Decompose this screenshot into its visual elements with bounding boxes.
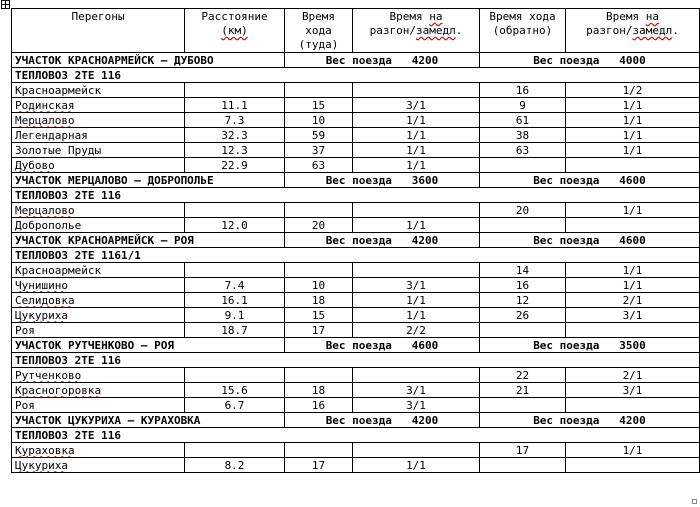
station-name: Золотые Пруды — [12, 143, 185, 158]
accel-decel-back: 1/2 — [566, 83, 700, 98]
locomotive-row — [12, 353, 700, 368]
locomotive-row — [12, 188, 700, 203]
header-accel-back: Время на разгон/замедл. — [566, 9, 700, 53]
accel-decel-back: 3/1 — [566, 383, 700, 398]
accel-decel-there: 1/1 — [353, 158, 480, 173]
station-name: Красноармейск — [12, 83, 185, 98]
travel-time-back: 22 — [480, 368, 566, 383]
section-title: УЧАСТОК КРАСНОАРМЕЙСК – ДУБОВО — [12, 53, 285, 68]
accel-decel-back: 1/1 — [566, 263, 700, 278]
header-accel-there: Время на разгон/замедл. — [353, 9, 480, 53]
travel-time-there — [285, 203, 353, 218]
accel-decel-back — [566, 458, 700, 473]
accel-decel-there: 1/1 — [353, 458, 480, 473]
table-row — [12, 143, 700, 158]
distance-km — [185, 443, 285, 458]
travel-time-there — [285, 83, 353, 98]
travel-time-back: 9 — [480, 98, 566, 113]
station-name: Родинская — [12, 98, 185, 113]
accel-decel-back — [566, 323, 700, 338]
travel-time-back: 14 — [480, 263, 566, 278]
table-row — [12, 98, 700, 113]
header-time-there: Время хода (туда) — [285, 9, 353, 53]
travel-time-there — [285, 443, 353, 458]
travel-time-there: 37 — [285, 143, 353, 158]
section-title: УЧАСТОК МЕРЦАЛОВО – ДОБРОПОЛЬЕ — [12, 173, 285, 188]
accel-decel-back: 1/1 — [566, 113, 700, 128]
weight-there: Вес поезда 4200 — [285, 233, 480, 248]
distance-km: 22.9 — [185, 158, 285, 173]
distance-km: 16.1 — [185, 293, 285, 308]
table-row — [12, 458, 700, 473]
travel-time-back — [480, 218, 566, 233]
accel-decel-there: 1/1 — [353, 128, 480, 143]
travel-time-there: 15 — [285, 98, 353, 113]
station-name: Цукуриха — [12, 458, 185, 473]
schedule-table — [11, 8, 700, 473]
travel-time-back: 63 — [480, 143, 566, 158]
table-row — [12, 383, 700, 398]
accel-decel-there: 3/1 — [353, 398, 480, 413]
table-row — [12, 113, 700, 128]
table-move-handle-icon[interactable] — [1, 0, 10, 9]
distance-km — [185, 368, 285, 383]
locomotive-row — [12, 68, 700, 83]
table-row — [12, 293, 700, 308]
header-distance: Расстояние (км) — [185, 9, 285, 53]
distance-km: 12.3 — [185, 143, 285, 158]
station-name: Роя — [12, 323, 185, 338]
accel-decel-back: 1/1 — [566, 128, 700, 143]
accel-decel-back: 2/1 — [566, 293, 700, 308]
station-name: Легендарная — [12, 128, 185, 143]
accel-decel-back: 1/1 — [566, 278, 700, 293]
travel-time-back: 16 — [480, 278, 566, 293]
accel-decel-there: 3/1 — [353, 278, 480, 293]
accel-decel-there: 3/1 — [353, 383, 480, 398]
travel-time-back: 20 — [480, 203, 566, 218]
weight-there: Вес поезда 4600 — [285, 338, 480, 353]
weight-back: Вес поезда 3500 — [480, 338, 700, 353]
accel-decel-back: 1/1 — [566, 98, 700, 113]
station-name: Кураховка — [12, 443, 185, 458]
station-name: Мерцалово — [12, 113, 185, 128]
travel-time-there — [285, 368, 353, 383]
accel-decel-there — [353, 443, 480, 458]
table-row — [12, 278, 700, 293]
table-row — [12, 83, 700, 98]
accel-decel-there: 1/1 — [353, 143, 480, 158]
travel-time-back: 12 — [480, 293, 566, 308]
station-name: Красногоровка — [12, 383, 185, 398]
accel-decel-there — [353, 368, 480, 383]
station-name: Рутченково — [12, 368, 185, 383]
distance-km: 7.3 — [185, 113, 285, 128]
travel-time-back: 26 — [480, 308, 566, 323]
table-row — [12, 203, 700, 218]
travel-time-back — [480, 458, 566, 473]
accel-decel-back: 3/1 — [566, 308, 700, 323]
travel-time-there: 17 — [285, 323, 353, 338]
locomotive-label: ТЕПЛОВОЗ 2ТЕ 116 — [12, 188, 700, 203]
station-name: Чунишино — [12, 278, 185, 293]
header-stations: Перегоны — [12, 9, 185, 53]
travel-time-there: 15 — [285, 308, 353, 323]
station-name: Красноармейск — [12, 263, 185, 278]
travel-time-back: 21 — [480, 383, 566, 398]
travel-time-back — [480, 398, 566, 413]
weight-back: Вес поезда 4600 — [480, 233, 700, 248]
travel-time-there: 17 — [285, 458, 353, 473]
travel-time-back — [480, 323, 566, 338]
locomotive-label: ТЕПЛОВОЗ 2ТЕ 116 — [12, 428, 700, 443]
table-row — [12, 308, 700, 323]
accel-decel-back: 1/1 — [566, 443, 700, 458]
travel-time-there — [285, 263, 353, 278]
accel-decel-back — [566, 398, 700, 413]
section-title: УЧАСТОК ЦУКУРИХА – КУРАХОВКА — [12, 413, 285, 428]
distance-km: 7.4 — [185, 278, 285, 293]
distance-km: 9.1 — [185, 308, 285, 323]
station-name: Мерцалово — [12, 203, 185, 218]
weight-back: Вес поезда 4200 — [480, 413, 700, 428]
table-row — [12, 128, 700, 143]
distance-km: 6.7 — [185, 398, 285, 413]
table-row — [12, 443, 700, 458]
weight-there: Вес поезда 4200 — [285, 413, 480, 428]
distance-km: 12.0 — [185, 218, 285, 233]
section-header-row — [12, 338, 700, 353]
section-title: УЧАСТОК КРАСНОАРМЕЙСК – РОЯ — [12, 233, 285, 248]
travel-time-back: 17 — [480, 443, 566, 458]
distance-km: 8.2 — [185, 458, 285, 473]
weight-back: Вес поезда 4000 — [480, 53, 700, 68]
travel-time-there: 10 — [285, 113, 353, 128]
travel-time-back — [480, 158, 566, 173]
station-name: Доброполье — [12, 218, 185, 233]
table-row — [12, 263, 700, 278]
accel-decel-there: 2/2 — [353, 323, 480, 338]
section-title: УЧАСТОК РУТЧЕНКОВО – РОЯ — [12, 338, 285, 353]
table-row — [12, 368, 700, 383]
weight-there: Вес поезда 3600 — [285, 173, 480, 188]
accel-decel-there: 1/1 — [353, 218, 480, 233]
accel-decel-there: 1/1 — [353, 113, 480, 128]
table-resize-handle-icon[interactable] — [692, 499, 697, 504]
table-row — [12, 158, 700, 173]
section-header-row — [12, 413, 700, 428]
distance-km: 18.7 — [185, 323, 285, 338]
locomotive-label: ТЕПЛОВОЗ 2ТЕ 116 — [12, 68, 700, 83]
travel-time-there: 63 — [285, 158, 353, 173]
header-row — [12, 9, 700, 53]
station-name: Цукуриха — [12, 308, 185, 323]
weight-back: Вес поезда 4600 — [480, 173, 700, 188]
accel-decel-there — [353, 263, 480, 278]
accel-decel-back: 2/1 — [566, 368, 700, 383]
accel-decel-back: 1/1 — [566, 143, 700, 158]
weight-there: Вес поезда 4200 — [285, 53, 480, 68]
accel-decel-there: 1/1 — [353, 293, 480, 308]
locomotive-label: ТЕПЛОВОЗ 2ТЕ 1161/1 — [12, 248, 700, 263]
travel-time-there: 18 — [285, 383, 353, 398]
header-time-back: Время хода (обратно) — [480, 9, 566, 53]
distance-km: 32.3 — [185, 128, 285, 143]
travel-time-there: 10 — [285, 278, 353, 293]
table-row — [12, 398, 700, 413]
distance-km — [185, 203, 285, 218]
travel-time-there: 20 — [285, 218, 353, 233]
locomotive-label: ТЕПЛОВОЗ 2ТЕ 116 — [12, 353, 700, 368]
travel-time-back: 16 — [480, 83, 566, 98]
section-header-row — [12, 233, 700, 248]
table-row — [12, 218, 700, 233]
accel-decel-back — [566, 158, 700, 173]
section-header-row — [12, 53, 700, 68]
accel-decel-there: 3/1 — [353, 98, 480, 113]
accel-decel-back: 1/1 — [566, 203, 700, 218]
accel-decel-there — [353, 203, 480, 218]
travel-time-there: 16 — [285, 398, 353, 413]
station-name: Роя — [12, 398, 185, 413]
section-header-row — [12, 173, 700, 188]
accel-decel-back — [566, 218, 700, 233]
table-row — [12, 323, 700, 338]
schedule-table-body — [12, 9, 700, 473]
station-name: Селидовка — [12, 293, 185, 308]
accel-decel-there: 1/1 — [353, 308, 480, 323]
distance-km: 15.6 — [185, 383, 285, 398]
accel-decel-there — [353, 83, 480, 98]
distance-km — [185, 83, 285, 98]
travel-time-there: 59 — [285, 128, 353, 143]
travel-time-there: 18 — [285, 293, 353, 308]
distance-km: 11.1 — [185, 98, 285, 113]
travel-time-back: 38 — [480, 128, 566, 143]
travel-time-back: 61 — [480, 113, 566, 128]
distance-km — [185, 263, 285, 278]
locomotive-row — [12, 428, 700, 443]
station-name: Дубово — [12, 158, 185, 173]
locomotive-row — [12, 248, 700, 263]
